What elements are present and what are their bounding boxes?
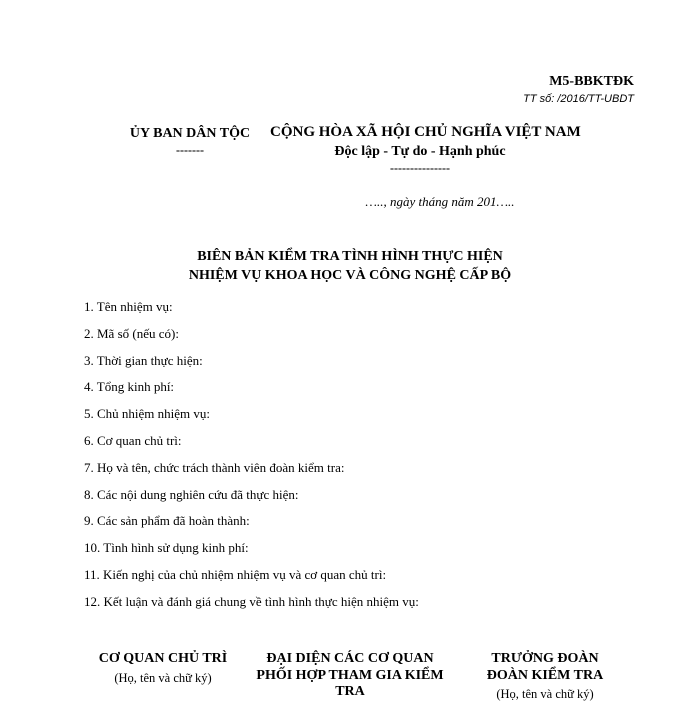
national-motto: Độc lập - Tự do - Hạnh phúc: [334, 144, 506, 159]
circular-number: TT số: /2016/TT-UBDT: [523, 93, 634, 105]
list-item: 1. Tên nhiệm vụ:: [84, 299, 173, 314]
list-item: 5. Chủ nhiệm nhiệm vụ:: [84, 406, 211, 422]
date-line: ….., ngày tháng năm 201…..: [365, 194, 515, 209]
list-item: 9. Các sản phẩm đã hoàn thành:: [84, 513, 250, 529]
coop-role-line-2: PHỐI HỢP THAM GIA KIỂM: [256, 667, 444, 683]
list-item: 12. Kết luận và đánh giá chung về tình hình thực hiện nhiệm vụ:: [84, 593, 419, 609]
organization-divider: -------: [176, 143, 204, 157]
list-item: 8. Các nội dung nghiên cứu đã thực hiện:: [84, 486, 299, 502]
coop-role-line-3: TRA: [335, 684, 365, 699]
host-agency-note: (Họ, tên và chữ ký): [114, 670, 212, 685]
lead-role-line-2: ĐOÀN KIỂM TRA: [486, 667, 604, 683]
national-title: CỘNG HÒA XÃ HỘI CHỦ NGHĨA VIỆT NAM: [270, 124, 581, 140]
form-code: M5-BBKTĐK: [549, 74, 634, 89]
list-item: 11. Kiến nghị của chủ nhiệm nhiệm vụ và cơ quan chủ trì:: [84, 566, 387, 582]
list-item: 2. Mã số (nếu có):: [84, 325, 179, 341]
list-item: 4. Tổng kinh phí:: [84, 379, 175, 395]
host-agency-role: CƠ QUAN CHỦ TRÌ: [98, 651, 228, 666]
lead-role-line-1: TRƯỞNG ĐOÀN: [491, 651, 599, 666]
document-title-line-2: NHIỆM VỤ KHOA HỌC VÀ CÔNG NGHỆ CẤP BỘ: [188, 268, 512, 283]
coop-role-line-1: ĐẠI DIỆN CÁC CƠ QUAN: [266, 651, 434, 666]
document-title-line-1: BIÊN BẢN KIỂM TRA TÌNH HÌNH THỰC HIỆN: [197, 249, 503, 264]
list-item: 3. Thời gian thực hiện:: [84, 352, 203, 368]
list-item: 10. Tình hình sử dụng kinh phí:: [84, 540, 249, 556]
signature-block-cooperating-agencies: [255, 651, 445, 701]
report-item-list: [84, 297, 419, 619]
list-item: 7. Họ và tên, chức trách thành viên đoàn kiểm tra:: [84, 459, 345, 475]
signature-block-host-agency: [78, 651, 248, 688]
motto-divider: ---------------: [390, 161, 450, 175]
organization-name: ỦY BAN DÂN TỘC: [129, 126, 251, 141]
list-item: 6. Cơ quan chủ trì:: [84, 432, 182, 448]
lead-note: (Họ, tên và chữ ký): [496, 687, 594, 701]
signature-block-inspection-lead: [470, 651, 620, 704]
